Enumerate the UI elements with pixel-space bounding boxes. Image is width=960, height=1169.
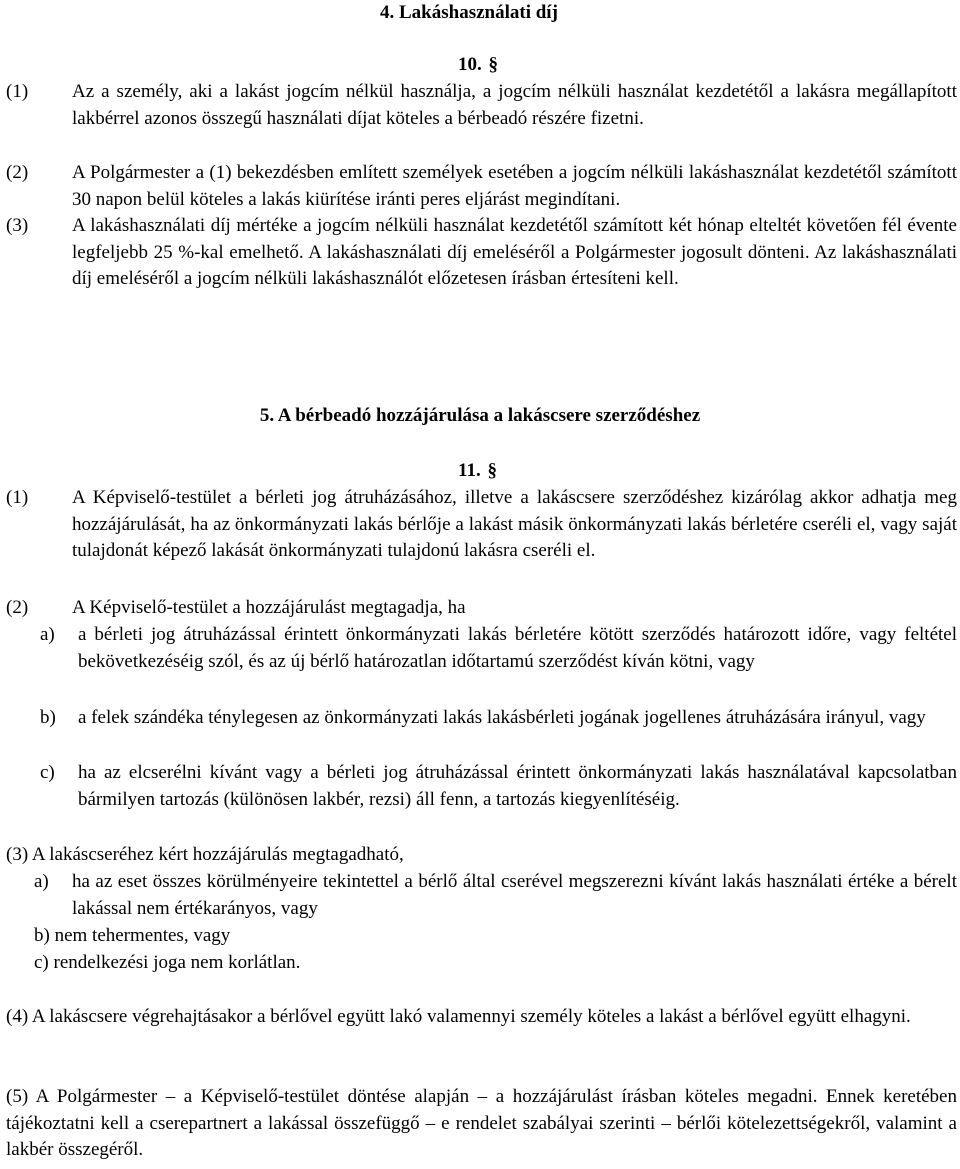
section-sign: § — [487, 460, 497, 481]
list-label: b) — [40, 707, 56, 728]
list-item-3b: b) nem tehermentes, vagy — [34, 925, 231, 946]
paragraph-10-1 — [0, 79, 957, 132]
paragraph-text: A Képviselő-testület a hozzájárulást megtagadja, ha — [72, 597, 466, 618]
list-text: a felek szándéka ténylegesen az önkormányzati lakás lakásbérleti jogának jogellenes átruházására irányul, vagy — [78, 707, 926, 728]
paragraph-text: A lakáshasználati díj mértéke a jogcím nélküli használat kezdetétől számított két hónap elteltét követően fél évente legfeljebb 25 %-kal emelhető. A lakáshasználati díj emeléséről a Polgármester jogosult dönteni. Az lakáshasználati díj emeléséről a jogcím nélküli lakáshasználót előzetesen írásban értesíteni kell. — [72, 215, 957, 289]
paragraph-number: (1) — [6, 487, 29, 508]
list-text: ha az eset összes körülményeire tekintettel a bérlő által cserével megszerezni kívánt lakás használati értéke a bérelt lakással nem értékarányos, vagy — [72, 871, 957, 919]
paragraph-number: (2) — [6, 597, 29, 618]
paragraph-11-5: (5) A Polgármester – a Képviselő-testület döntése alapján – a hozzájárulást írásban köteles megadni. Ennek keretében tájékoztatni kell a cserepartnert a lakással összefüggő – e rendelet szabályai szerinti – bérlői kötelezettségekről, valamint a lakbér összegéről. — [6, 1086, 957, 1160]
section-number: 11. — [458, 460, 481, 481]
chapter-4-heading: 4. Lakáshasználati díj — [380, 2, 558, 23]
paragraph-11-2 — [0, 595, 957, 622]
list-label: a) — [34, 871, 49, 892]
paragraph-11-3: (3) A lakáscseréhez kért hozzájárulás megtagadható, — [6, 844, 404, 865]
paragraph-11-1 — [0, 485, 957, 565]
list-label: a) — [40, 624, 55, 645]
paragraph-11-4: (4) A lakáscsere végrehajtásakor a bérlővel együtt lakó valamennyi személy köteles a lakást a bérlővel együtt elhagyni. — [6, 1006, 911, 1027]
list-item-3a — [34, 869, 957, 922]
section-number: 10. — [458, 54, 482, 75]
list-label: c) — [40, 762, 55, 783]
paragraph-10-3 — [0, 213, 957, 293]
paragraph-10-2 — [0, 160, 957, 213]
list-item-c — [0, 760, 957, 813]
paragraph-text: A Képviselő-testület a bérleti jog átruházásához, illetve a lakáscsere szerződéshez kizárólag akkor adhatja meg hozzájárulását, ha az önkormányzati lakás bérlője a lakást másik önkormányzati lakás bérletére cseréli el, vagy saját tulajdonát képező lakását önkormányzati tulajdonú lakásra cseréli el. — [72, 487, 957, 561]
list-item-a — [0, 622, 957, 675]
list-text: ha az elcserélni kívánt vagy a bérleti jog átruházással érintett önkormányzati lakás használatával kapcsolatban bármilyen tartozás (különösen lakbér, rezsi) áll fenn, a tartozás kiegyenlítéséig. — [78, 762, 957, 810]
list-text: a bérleti jog átruházással érintett önkormányzati lakás bérletére kötött szerződés határozott időre, vagy feltétel bekövetkezéséig szól, és az új bérlő határozatlan időtartamú szerződést kíván kötni, vagy — [78, 624, 957, 672]
section-10-heading — [458, 52, 498, 79]
paragraph-text: Az a személy, aki a lakást jogcím nélkül használja, a jogcím nélküli használat kezdetétől a lakásra megállapított lakbérrel azonos összegű használati díjat köteles a bérbeadó részére fizetni. — [72, 81, 957, 129]
list-item-3c: c) rendelkezési joga nem korlátlan. — [34, 952, 301, 973]
section-sign: § — [488, 54, 498, 75]
paragraph-number: (2) — [6, 162, 29, 183]
list-item-b — [0, 705, 957, 732]
section-11-heading — [458, 458, 497, 485]
paragraph-number: (3) — [6, 215, 29, 236]
paragraph-number: (1) — [6, 81, 29, 102]
paragraph-text: A Polgármester a (1) bekezdésben említett személyek esetében a jogcím nélküli lakáshasználat kezdetétől számított 30 napon belül köteles a lakás kiürítése iránti peres eljárást megindítani. — [72, 162, 957, 210]
chapter-5-heading: 5. A bérbeadó hozzájárulása a lakáscsere szerződéshez — [259, 405, 701, 426]
